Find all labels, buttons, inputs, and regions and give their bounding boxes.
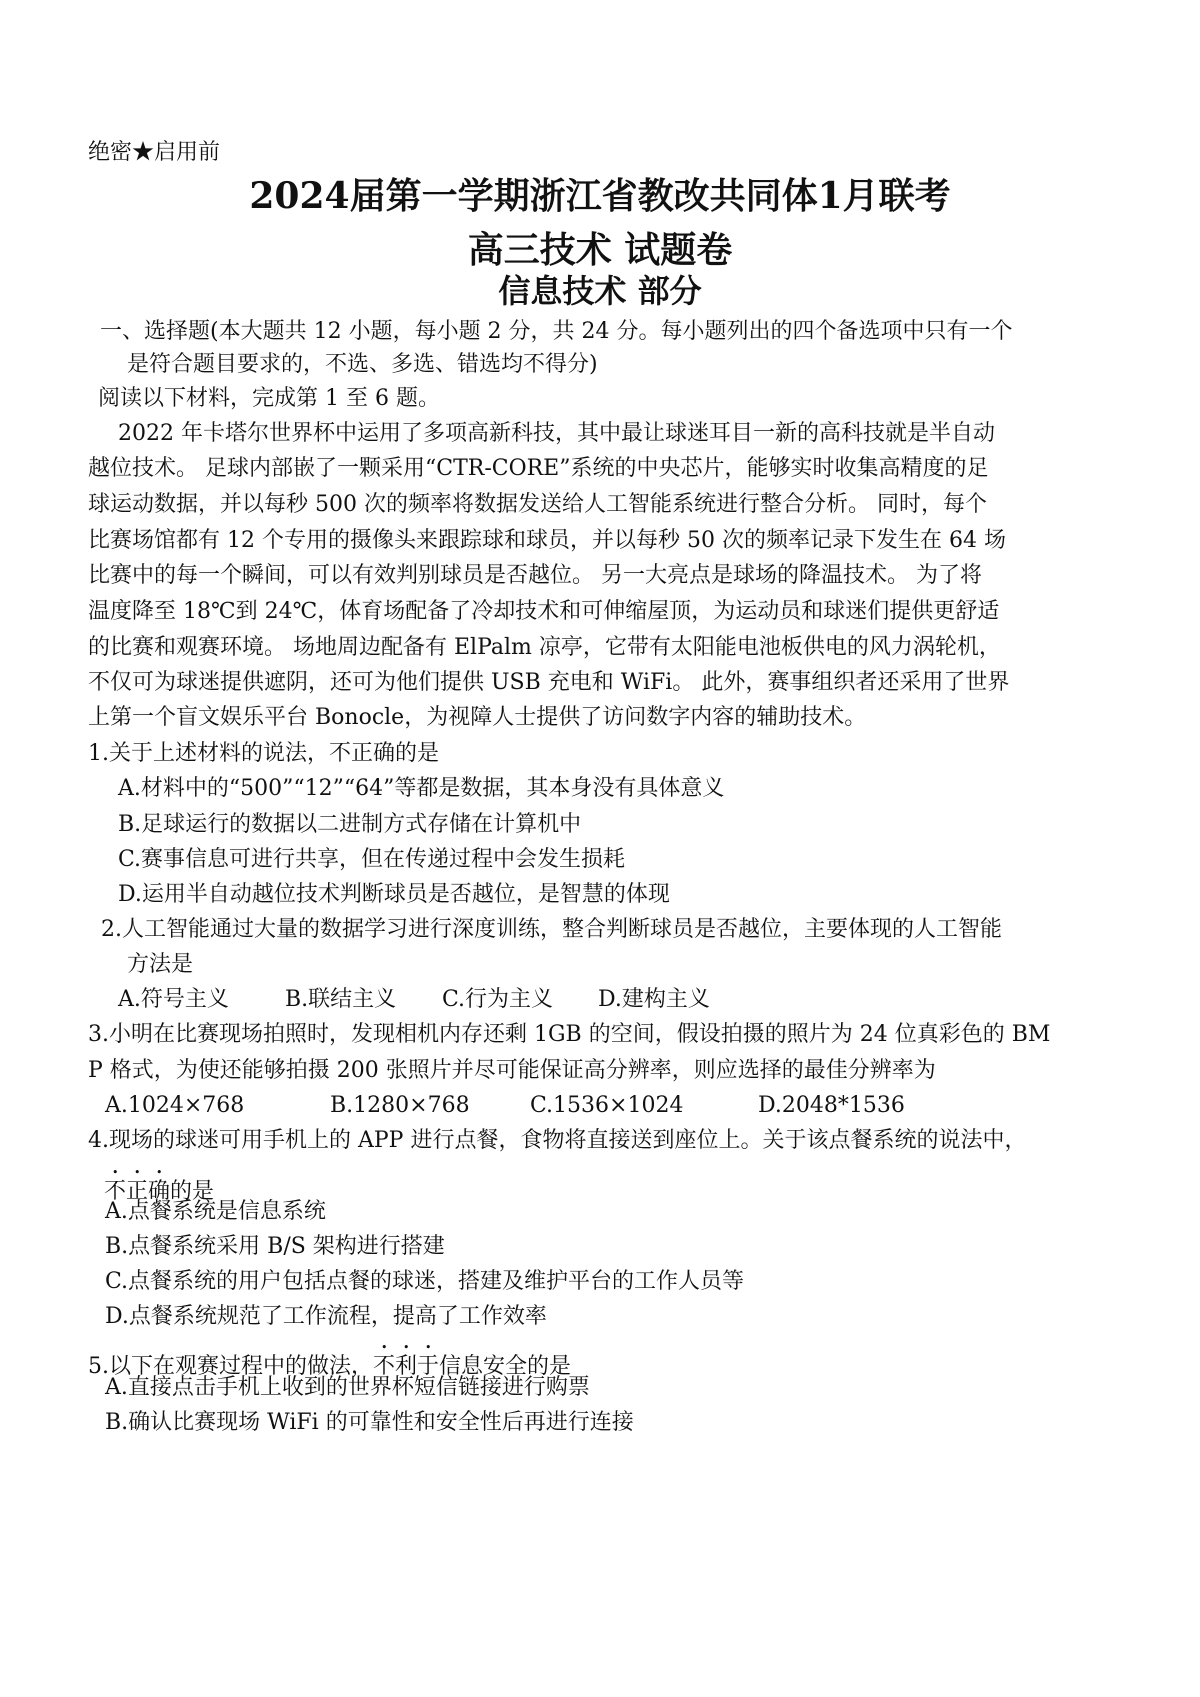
stem-text: 信息安全的是 bbox=[439, 1354, 572, 1379]
question-stem-continued: P 格式，为使还能够拍摄 200 张照片并尽可能保证高分辨率，则应选择的最佳分辨率为 bbox=[88, 1058, 936, 1083]
question-stem: 4.现场的球迷可用手机上的 APP 进行点餐，食物将直接送到座位上。关于该点餐系统的说法中， bbox=[88, 1128, 1027, 1153]
passage-line: 温度降至 18℃到 24℃，体育场配备了冷却技术和可伸缩屋顶，为运动员和球迷们提供更舒适 bbox=[88, 599, 1000, 624]
option-b: B.联结主义 bbox=[285, 987, 397, 1012]
passage-line: 越位技术。 足球内部嵌了一颗采用“CTR-CORE”系统的中央芯片，能够实时收集高精度的足 bbox=[88, 456, 989, 481]
passage-line: 比赛中的每一个瞬间，可以有效判别球员是否越位。 另一大亮点是球场的降温技术。 为了将 bbox=[88, 563, 982, 588]
option-c: C.赛事信息可进行共享，但在传递过程中会发生损耗 bbox=[118, 847, 626, 872]
option-d: D.运用半自动越位技术判断球员是否越位，是智慧的体现 bbox=[118, 882, 670, 907]
question-stem: 2.人工智能通过大量的数据学习进行深度训练，整合判断球员是否越位，主要体现的人工智能 bbox=[101, 917, 1002, 942]
passage-line: 球运动数据，并以每秒 500 次的频率将数据发送给人工智能系统进行整合分析。 同时，每个 bbox=[88, 492, 987, 517]
option-d: D.建构主义 bbox=[598, 987, 710, 1012]
option-b: B.确认比赛现场 WiFi 的可靠性和安全性后再进行连接 bbox=[105, 1410, 634, 1435]
passage-line: 比赛场馆都有 12 个专用的摄像头来跟踪球和球员，并以每秒 50 次的频率记录下发生在 64 场 bbox=[88, 528, 1006, 553]
option-d: D.2048*1536 bbox=[758, 1093, 905, 1118]
passage-line: 2022 年卡塔尔世界杯中运用了多项高新科技，其中最让球迷耳目一新的高科技就是半自动 bbox=[118, 421, 995, 446]
exam-subtitle: 高三技术 试题卷 bbox=[467, 229, 733, 271]
question-stem bbox=[88, 1341, 571, 1379]
option-a: A.1024×768 bbox=[105, 1093, 245, 1118]
question-stem-continued: 方法是 bbox=[127, 952, 194, 977]
option-c: C.行为主义 bbox=[442, 987, 554, 1012]
option-a: A.材料中的“500”“12”“64”等都是数据，其本身没有具体意义 bbox=[118, 776, 725, 801]
emphasis-text: 不正确 bbox=[104, 1179, 171, 1204]
option-d: D.点餐系统规范了工作流程，提高了工作效率 bbox=[105, 1304, 547, 1329]
passage-line: 的比赛和观赛环境。 场地周边配备有 ElPalm 凉亭，它带有太阳能电池板供电的风力涡轮机， bbox=[88, 635, 1001, 660]
option-b: B.足球运行的数据以二进制方式存储在计算机中 bbox=[118, 812, 582, 837]
question-stem: 1.关于上述材料的说法，不正确的是 bbox=[88, 741, 439, 766]
passage-line: 上第一个盲文娱乐平台 Bonocle，为视障人士提供了访问数字内容的辅助技术。 bbox=[88, 705, 867, 730]
stem-text: 5.以下在观赛过程中的做法， bbox=[88, 1354, 373, 1379]
emphasis-text: 不利于 bbox=[373, 1354, 440, 1379]
option-c: C.1536×1024 bbox=[530, 1093, 684, 1118]
instructions-line-2: 是符合题目要求的，不选、多选、错选均不得分) bbox=[127, 352, 598, 377]
section-title: 信息技术 部分 bbox=[498, 272, 702, 310]
reading-instruction: 阅读以下材料，完成第 1 至 6 题。 bbox=[98, 386, 440, 411]
instructions-line-1: 一、选择题(本大题共 12 小题，每小题 2 分，共 24 分。每小题列出的四个备选项中只有一个 bbox=[100, 319, 1013, 344]
passage-line: 不仅可为球迷提供遮阴，还可为他们提供 USB 充电和 WiFi。 此外，赛事组织者还采用了世界 bbox=[88, 670, 1010, 695]
exam-title: 2024届第一学期浙江省教改共同体1月联考 bbox=[249, 175, 951, 217]
option-a: A.直接点击手机上收到的世界杯短信链接进行购票 bbox=[105, 1375, 590, 1400]
option-a: A.符号主义 bbox=[118, 987, 229, 1012]
option-b: B.点餐系统采用 B/S 架构进行搭建 bbox=[105, 1234, 445, 1259]
confidential-label: 绝密★启用前 bbox=[88, 140, 221, 165]
option-a: A.点餐系统是信息系统 bbox=[105, 1199, 326, 1224]
option-c: C.点餐系统的用户包括点餐的球迷，搭建及维护平台的工作人员等 bbox=[105, 1269, 745, 1294]
question-stem: 3.小明在比赛现场拍照时，发现相机内存还剩 1GB 的空间，假设拍摄的照片为 24 位真彩色的 BM bbox=[88, 1022, 1051, 1047]
option-b: B.1280×768 bbox=[330, 1093, 470, 1118]
stem-text: 的是 bbox=[170, 1179, 215, 1204]
